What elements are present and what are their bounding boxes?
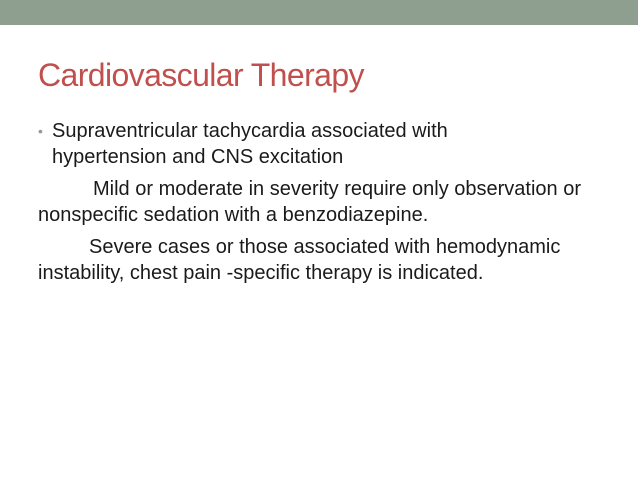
bullet-item xyxy=(38,118,618,170)
bullet-line-2: hypertension and CNS excitation xyxy=(52,146,344,168)
bullet-marker-icon: • xyxy=(38,123,43,139)
bullet-line-1: Supraventricular tachycardia associated with xyxy=(52,120,448,142)
slide-title: Cardiovascular Therapy xyxy=(38,57,364,93)
slide-body xyxy=(38,118,618,286)
paragraph-mild-moderate: Mild or moderate in severity require only observation or nonspecific sedation with a benzodiazepine. xyxy=(38,178,581,226)
paragraph-severe: Severe cases or those associated with hemodynamic instability, chest pain -specific therapy is indicated. xyxy=(38,236,561,284)
top-accent-band xyxy=(0,0,638,25)
